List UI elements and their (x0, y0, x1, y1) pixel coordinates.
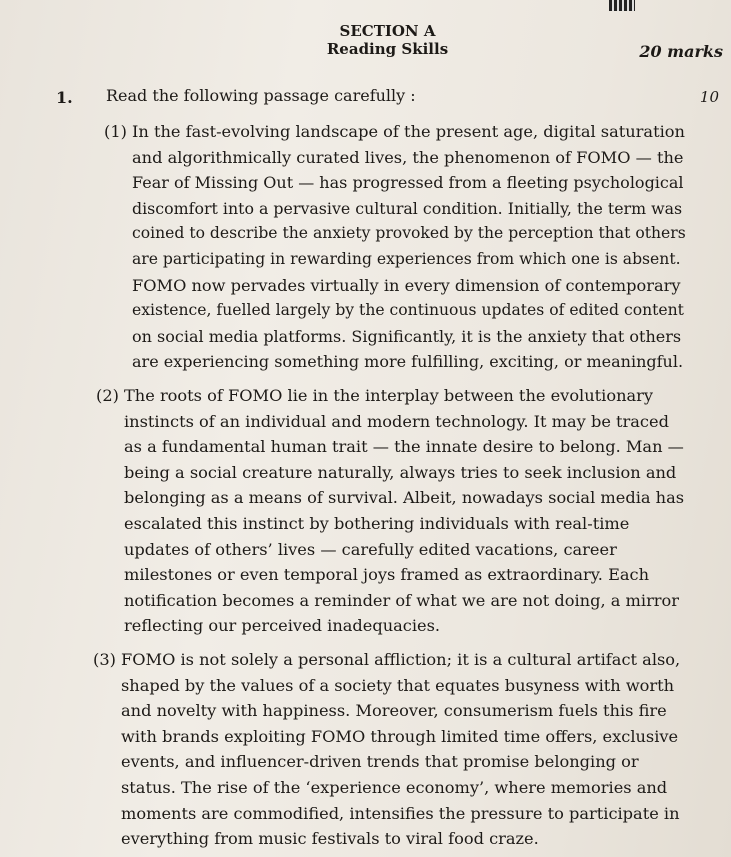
paragraph-line: on social media platforms. Significantly, it is the anxiety that others (132, 326, 682, 346)
section-title: SECTION A (339, 22, 436, 40)
paragraph-line: with brands exploiting FOMO through limited time offers, exclusive (121, 726, 679, 746)
paragraph-line: The roots of FOMO lie in the interplay between the evolutionary (124, 386, 654, 405)
paragraph-line: FOMO now pervades virtually in every dimension of contemporary (132, 275, 681, 295)
paragraph-1 (104, 119, 686, 375)
section-marks: 20 marks (639, 42, 723, 61)
question-number: 1. (56, 88, 73, 107)
question-marks: 10 (699, 88, 719, 106)
paragraph-line: belonging as a means of survival. Albeit, nowadays social media has (124, 488, 685, 508)
paragraph-line: and novelty with happiness. Moreover, consumerism fuels this fire (121, 701, 667, 721)
paragraph-line: as a fundamental human trait — the innate desire to belong. Man — (124, 437, 684, 457)
paragraph-line: milestones or even temporal joys framed as extraordinary. Each (124, 565, 650, 585)
paragraph-number: (2) (96, 386, 119, 405)
paragraph-line: and algorithmically curated lives, the phenomenon of FOMO — the (132, 147, 684, 167)
paragraph-line: discomfort into a pervasive cultural condition. Initially, the term was (132, 198, 683, 218)
qr-code-icon (609, 0, 635, 11)
paragraph-line: coined to describe the anxiety provoked by the perception that others (132, 224, 686, 243)
paragraph-line: are experiencing something more fulfilling, exciting, or meaningful. (132, 352, 684, 372)
paragraph-number: (3) (93, 650, 116, 669)
paragraph-line: being a social creature naturally, always tries to seek inclusion and (124, 462, 677, 482)
paragraph-line: instincts of an individual and modern technology. It may be traced (124, 411, 669, 431)
paragraph-number: (1) (104, 122, 127, 141)
paragraph-line: updates of others’ lives — carefully edited vacations, career (124, 539, 617, 559)
paragraph-2 (96, 383, 684, 639)
paragraph-line: reflecting our perceived inadequacies. (124, 616, 441, 636)
paragraph-line: status. The rise of the ‘experience economy’, where memories and (121, 777, 668, 797)
section-subtitle: Reading Skills (326, 40, 449, 58)
paragraph-line: FOMO is not solely a personal affliction; it is a cultural artifact also, (121, 650, 681, 669)
paragraph-line: everything from music festivals to viral food craze. (121, 829, 539, 849)
paragraph-line: shaped by the values of a society that equates busyness with worth (121, 675, 675, 695)
paragraph-line: existence, fuelled largely by the continuous updates of edited content (132, 301, 684, 320)
paragraph-line: moments are commodified, intensifies the pressure to participate in (121, 803, 680, 823)
paragraph-line: are participating in rewarding experiences from which one is absent. (132, 249, 681, 268)
paragraph-line: events, and influencer-driven trends that promise belonging or (121, 752, 639, 772)
paragraph-3 (93, 647, 685, 852)
paragraph-line: notification becomes a reminder of what we are not doing, a mirror (124, 590, 680, 610)
paragraph-line: escalated this instinct by bothering individuals with real-time (124, 513, 630, 533)
paragraph-line: Fear of Missing Out — has progressed from a fleeting psychological (132, 173, 684, 193)
paragraph-line: In the fast-evolving landscape of the present age, digital saturation (132, 122, 685, 141)
question-instruction: Read the following passage carefully : (106, 86, 416, 105)
